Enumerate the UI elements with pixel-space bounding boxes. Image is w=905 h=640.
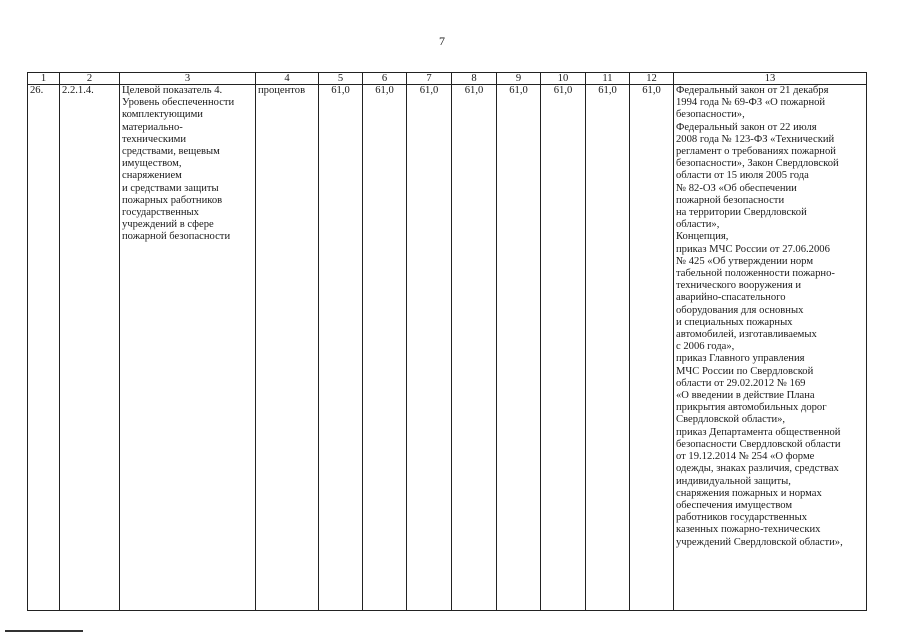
source-line: Федеральный закон от 21 декабря [676,85,829,96]
header-row [28,73,867,85]
column-header: 12 [630,73,674,85]
source-line: № 425 «Об утверждении норм [676,255,814,267]
value-cell: 61,0 [363,85,407,611]
source-line: от 19.12.2014 № 254 «О форме [676,451,815,463]
source-line: Свердловской области», [676,414,786,426]
value-cell: 61,0 [497,85,541,611]
source-line: казенных пожарно-технических [676,524,821,536]
source-line: области от 15 июля 2005 года [676,170,809,182]
source-line: на территории Свердловской [676,207,807,219]
value-cell: 61,0 [630,85,674,611]
source-line: и специальных пожарных [676,316,793,328]
source-line: прикрытия автомобильных дорог [676,402,827,414]
source-line: приказ Департамента общественной [676,426,841,438]
row-code-cell: 2.2.1.4. [60,85,120,611]
table-row [28,85,867,611]
indicator-line: техническими [122,133,187,145]
indicator-line: снаряжением [122,170,182,182]
column-header: 7 [407,73,452,85]
footer-rule [5,630,83,632]
row-number-cell: 26. [28,85,60,611]
indicator-line: государственных [122,207,199,219]
source-line: автомобилей, изготавливаемых [676,329,817,341]
indicator-line: Целевой показатель 4. [122,85,223,96]
source-line: работников государственных [676,512,808,524]
indicator-line: имуществом, [122,158,182,170]
value-cell: 61,0 [541,85,586,611]
column-header: 2 [60,73,120,85]
indicator-line: учреждений в сфере [122,219,214,231]
source-line: № 82-ОЗ «Об обеспечении [676,182,797,194]
source-line: «О введении в действие Плана [676,390,815,402]
column-header: 3 [120,73,256,85]
indicator-line: Уровень обеспеченности [122,97,235,109]
source-line: Концепция, [676,231,729,243]
source-line: области», [676,219,720,231]
indicator-line: комплектующими [122,109,203,121]
source-line: с 2006 года», [676,341,735,353]
indicator-line: средствами, вещевым [122,146,220,158]
source-line: Федеральный закон от 22 июля [676,121,817,133]
source-line: учреждений Свердловской области», [676,536,843,548]
indicator-line: пожарных работников [122,194,223,206]
source-line: безопасности Свердловской области [676,438,841,450]
indicator-name-cell [120,85,256,611]
source-line: пожарной безопасности [676,194,785,206]
unit-cell: процентов [256,85,319,611]
source-line: МЧС России по Свердловской [676,365,814,377]
indicator-line: материально- [122,121,183,133]
column-header: 6 [363,73,407,85]
column-header: 8 [452,73,497,85]
source-line: 2008 года № 123-ФЗ «Технический [676,133,835,145]
source-line: табельной положенности пожарно- [676,268,835,280]
value-cell: 61,0 [319,85,363,611]
value-cell: 61,0 [586,85,630,611]
column-header: 9 [497,73,541,85]
source-line: 1994 года № 69-ФЗ «О пожарной [676,97,826,109]
source-line: снаряжения пожарных и нормах [676,487,822,499]
page-number: 7 [439,34,445,48]
source-line: приказ Главного управления [676,353,805,365]
column-header: 5 [319,73,363,85]
indicator-line: и средствами защиты [122,182,219,194]
source-line: оборудования для основных [676,304,804,316]
legal-source-cell [674,85,867,611]
column-header: 10 [541,73,586,85]
indicator-line: пожарной безопасности [122,231,231,243]
column-header: 4 [256,73,319,85]
source-line: обеспечения имуществом [676,499,793,511]
column-header: 1 [28,73,60,85]
column-header: 11 [586,73,630,85]
source-line: одежды, знаках различия, средствах [676,463,839,475]
source-line: безопасности», Закон Свердловской [676,158,839,170]
source-line: приказ МЧС России от 27.06.2006 [676,243,830,255]
column-header: 13 [674,73,867,85]
source-line: регламент о требованиях пожарной [676,146,836,158]
source-line: безопасности», [676,109,745,121]
value-cell: 61,0 [452,85,497,611]
indicator-table [27,72,867,611]
source-line: технического вооружения и [676,280,802,292]
value-cell: 61,0 [407,85,452,611]
source-line: аварийно-спасательного [676,292,786,304]
source-line: области от 29.02.2012 № 169 [676,377,806,389]
source-line: индивидуальной защиты, [676,475,791,487]
